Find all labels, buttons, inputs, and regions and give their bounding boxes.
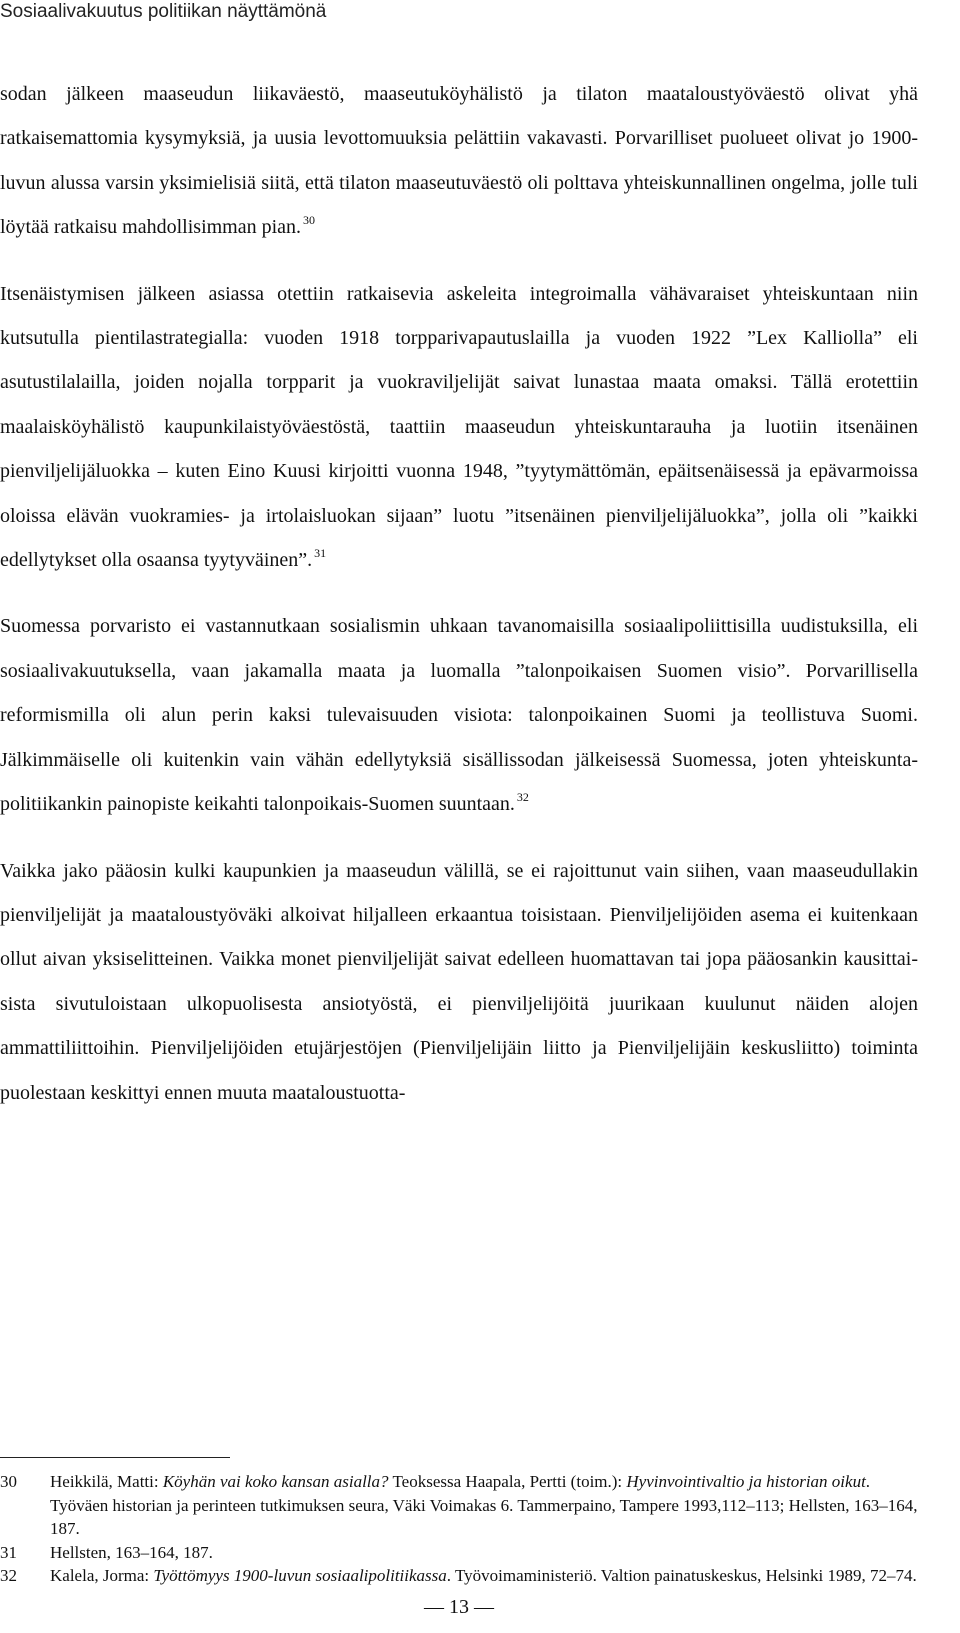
footnote-ref: 30 bbox=[303, 213, 316, 228]
footnote-ref: 32 bbox=[516, 790, 529, 805]
footnotes bbox=[0, 1470, 918, 1588]
page-number-value: 13 bbox=[449, 1596, 469, 1618]
footnote-text-part: Heikkilä, Matti: bbox=[50, 1472, 163, 1491]
footnote-text-part: Teoksessa Haapala, Pertti (toim.): bbox=[388, 1472, 627, 1491]
page-number: — 13 — bbox=[424, 1596, 494, 1618]
footnote-text-part: . Työväen historian ja perinteen tutkimuksen seura, Väki Voimakas 6. Tammerpaino, Tampere 1993,112–113; Hellsten, 163–164, 187. bbox=[50, 1472, 918, 1539]
footnote-number: 31 bbox=[0, 1542, 17, 1562]
running-head: Sosiaalivakuutus politiikan näyttämönä bbox=[0, 1, 327, 22]
footnote-title: Köyhän vai koko kansan asialla? bbox=[162, 1472, 389, 1491]
footnote-title: Hyvinvointivaltio ja historian oikut bbox=[626, 1472, 866, 1491]
footnote-text-part: Kalela, Jorma: bbox=[50, 1566, 154, 1586]
footnote-text-part: Hellsten, 163–164, 187. bbox=[50, 1542, 213, 1562]
paragraph-text: Vaikka jako pääosin kulki kaupunkien ja maaseudun välillä, se ei rajoittunut vain siihen, vaan maaseudullakin pienviljelijät ja maataloustyöväki alkoivat hiljalleen erkaantua toisistaan. Pienviljelijöiden asema ei kuitenkaan ollut aivan yksiselitteinen. Vaikka monet pienviljelijät saivat edelleen huomattavan tai jopa pääosankin kausittaisista sivutuloistaan ulkopuolisesta ansiotyöstä, ei pienviljelijöitä juurikaan kuulunut näiden alojen ammattiliittoihin. Pienviljelijöiden etujärjestöjen (Pienviljelijäin liitto ja Pienviljelijäin keskusliitto) toiminta puolestaan keskittyi ennen muuta maataloustuotta- bbox=[0, 859, 918, 1104]
paragraph bbox=[0, 272, 918, 583]
body-text bbox=[0, 72, 918, 1115]
footnote-text bbox=[50, 1470, 918, 1541]
footnote-divider bbox=[0, 1457, 230, 1458]
paragraph-text: Suomessa porvaristo ei vastannutkaan sosialismin uhkaan tavanomaisilla sosiaalipoliittisilla uudistuksilla, eli sosiaalivakuutuksella, vaan jakamalla maata ja luomalla ”talonpoikaisen Suomen visio”. Porvarillisella reformismilla oli alun perin kaksi tulevaisuuden visiota: talonpoikainen Suomi ja teollistuva Suomi. Jälkimmäiselle oli kuitenkin vain vähän edellytyksiä sisällissodan jälkeisessä Suomessa, joten yhteiskuntapolitiikankin painopiste keikahti talonpoikais-Suomen suuntaan. bbox=[0, 615, 918, 816]
paragraph-text: sodan jälkeen maaseudun liikaväestö, maaseutuköyhälistö ja tilaton maataloustyöväestö olivat yhä ratkaisemattomia kysymyksiä, ja uusia levottomuuksia pelättiin vakavasti. Porvarilliset puolueet olivat jo 1900-luvun alussa varsin yksimielisiä siitä, että tilaton maaseutuväestö oli polttava yhteiskunnallinen ongelma, jolle tuli löytää ratkaisu mahdollisimman pian. bbox=[0, 83, 918, 239]
footnote-text bbox=[50, 1541, 918, 1565]
paragraph bbox=[0, 72, 918, 250]
footnote-text-part: . Työvoimaministeriö. Valtion painatuskeskus, Helsinki 1989, 72–74. bbox=[446, 1566, 917, 1586]
footnote-32 bbox=[0, 1564, 918, 1588]
footnote-title: Työttömyys 1900-luvun sosiaalipolitiikassa bbox=[153, 1566, 447, 1586]
footnote-text bbox=[50, 1564, 918, 1588]
paragraph-text: Itsenäistymisen jälkeen asiassa otettiin ratkaisevia askeleita integroimalla vähävaraiset yhteiskuntaan niin kutsutulla pientilastrategialla: vuoden 1918 torpparivapautuslailla ja vuoden 1922 ”Lex Kalliolla” eli asutustilalailla, joiden nojalla torpparit ja vuokraviljelijät saivat lunastaa maata omaksi. Tällä erotettiin maalaisköyhälistö kaupunkilaistyöväestöstä, taattiin maaseudun yhteiskuntarauha ja luotiin itsenäinen pienviljelijäluokka – kuten Eino Kuusi kirjoitti vuonna 1948, ”tyytymättömän, epäitsenäisessä ja epävarmoissa oloissa elävän vuokramies- ja irtolaisluokan sijaan” luotu ”itsenäinen pienviljelijäluokka”, jolla oli ”kaikki edellytykset olla osaansa tyytyväinen”. bbox=[0, 282, 918, 572]
footnote-number: 32 bbox=[0, 1566, 17, 1586]
footnote-31 bbox=[0, 1541, 918, 1565]
footnote-number: 30 bbox=[0, 1472, 17, 1491]
paragraph bbox=[0, 604, 918, 826]
footnote-30 bbox=[0, 1470, 918, 1541]
footnote-ref: 31 bbox=[314, 546, 327, 561]
paragraph bbox=[0, 849, 918, 1115]
